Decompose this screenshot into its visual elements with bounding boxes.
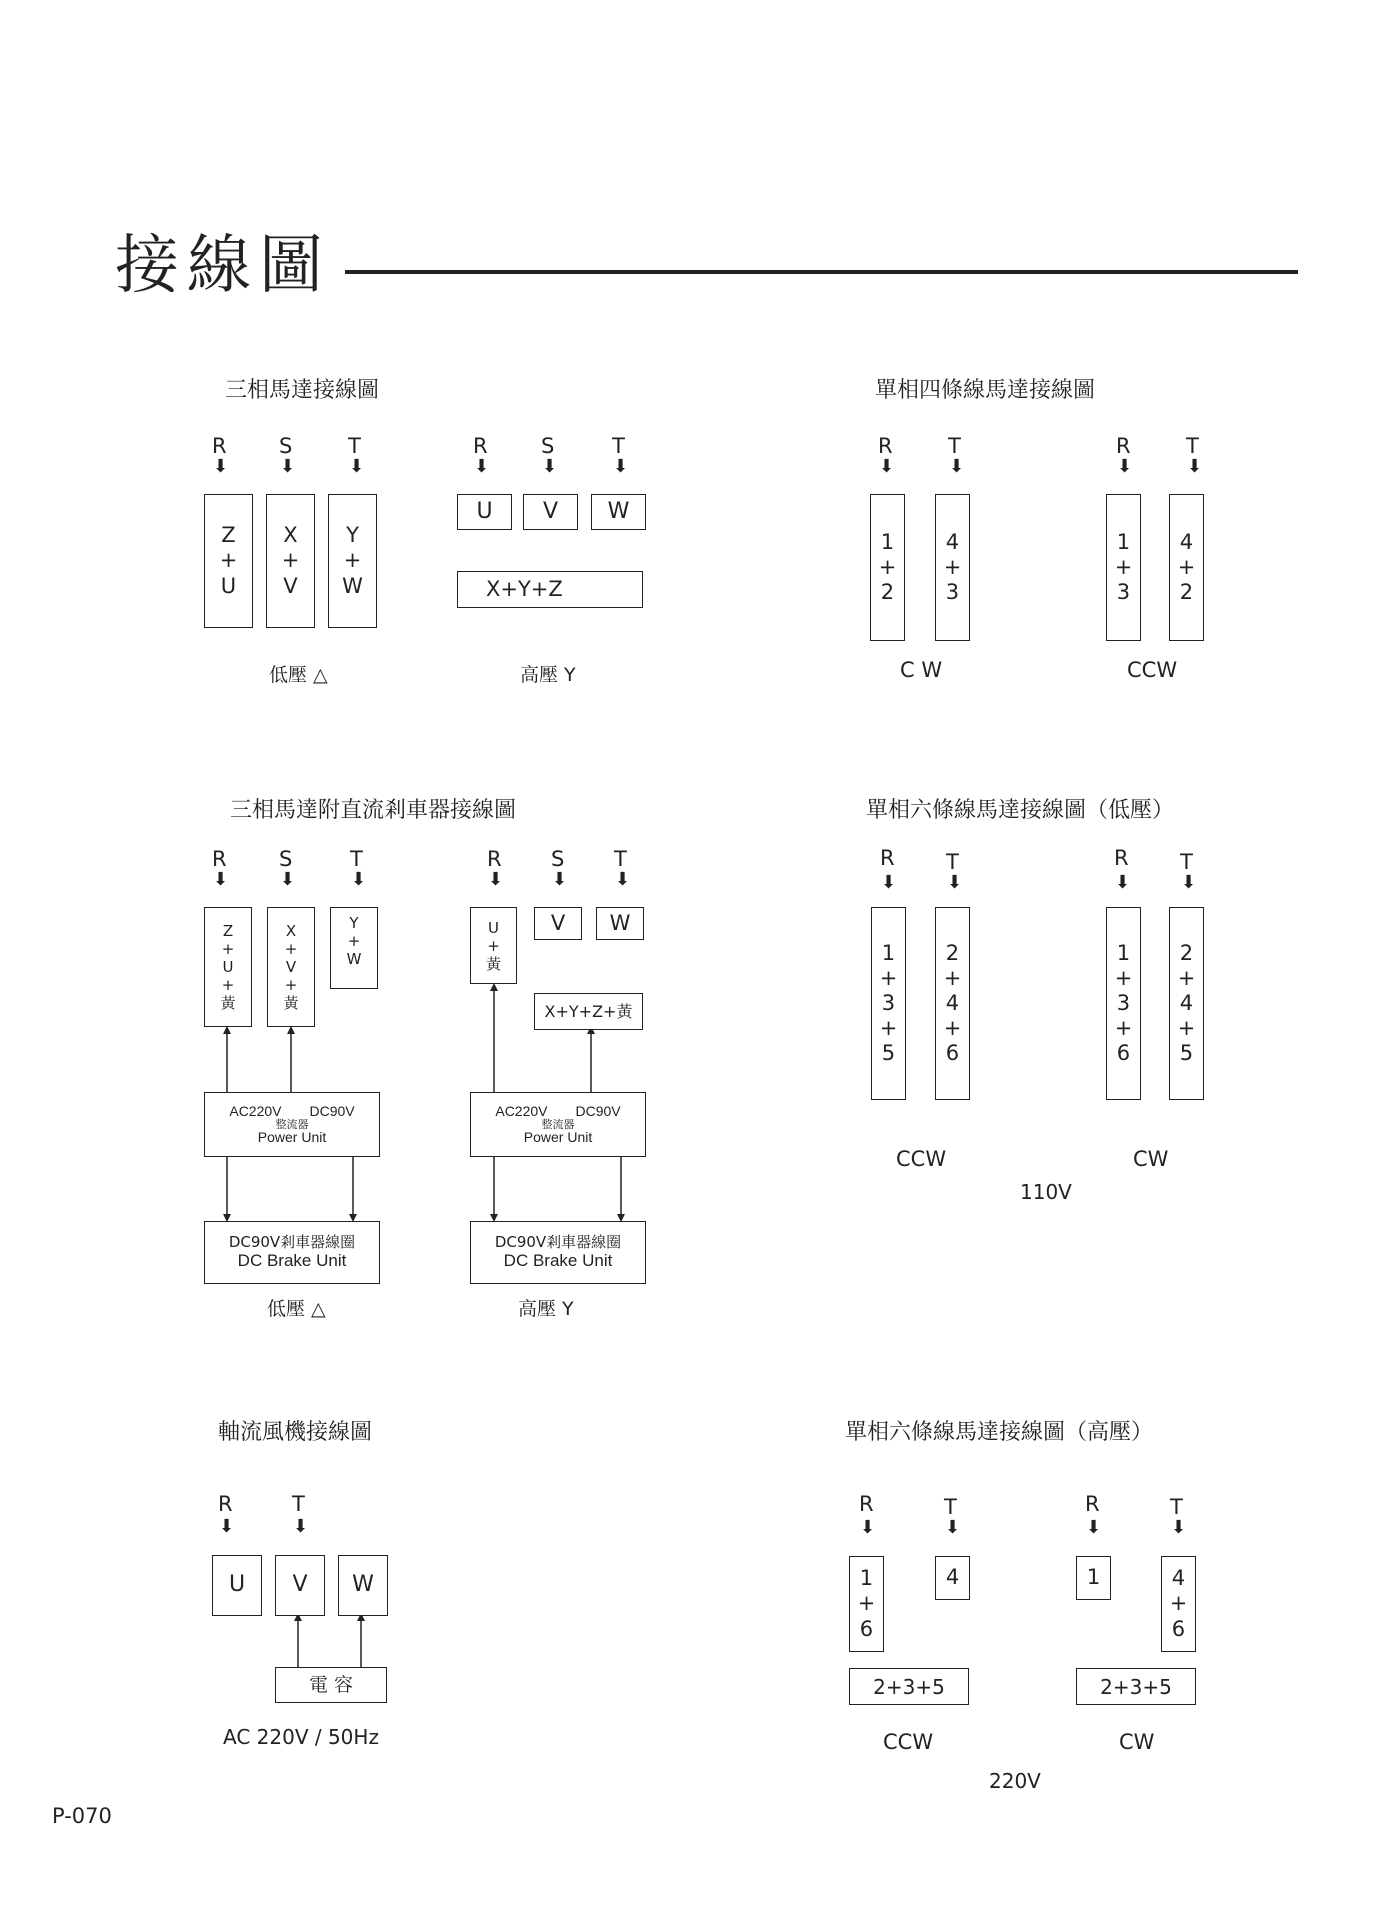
terminal-label-t: T	[1180, 850, 1193, 874]
caption-high-voltage: 高壓 Y	[518, 1298, 574, 1320]
down-arrow-icon: ⬇	[613, 456, 629, 477]
brake-unit-box	[470, 1221, 646, 1284]
single-four-title: 單相四條線馬達接線圖	[875, 378, 1096, 403]
rectifier-label: 整流器	[275, 1117, 309, 1131]
caption-cw: C W	[900, 658, 943, 682]
down-arrow-icon: ⬇	[351, 869, 367, 890]
terminal-label-t: T	[612, 434, 625, 458]
terminal-box: V	[534, 907, 582, 940]
down-arrow-icon: ⬇	[280, 456, 296, 477]
terminal-label-r: R	[212, 847, 227, 871]
down-arrow-icon: ⬇	[213, 869, 229, 890]
terminal-box: W	[596, 907, 644, 940]
power-unit-label: Power Unit	[523, 1129, 593, 1146]
voltage-label: 220V	[989, 1769, 1041, 1793]
down-arrow-icon: ⬇	[488, 869, 504, 890]
down-arrow-icon: ⬇	[947, 872, 963, 893]
caption-ccw: CCW	[883, 1730, 934, 1754]
terminal-box: Z + U + 黃	[204, 907, 252, 1027]
terminal-box: 1 + 3	[1106, 494, 1141, 641]
terminal-box: U + 黃	[470, 907, 517, 984]
brake-unit-box	[204, 1221, 380, 1284]
caption-ccw: CCW	[1127, 658, 1178, 682]
terminal-label-r: R	[1085, 1492, 1100, 1516]
bridge-bar: X+Y+Z	[457, 571, 643, 608]
terminal-box: 1 + 3 + 6	[1106, 907, 1141, 1100]
terminal-label-r: R	[1114, 846, 1129, 870]
terminal-box: V	[523, 494, 578, 530]
down-arrow-icon: ⬇	[945, 1517, 961, 1538]
down-arrow-icon: ⬇	[552, 869, 568, 890]
brake-title: 三相馬達附直流剎車器接線圖	[230, 798, 517, 823]
page-title: 接線圖	[115, 229, 331, 303]
down-arrow-icon: ⬇	[949, 456, 965, 477]
terminal-box: Y + W	[328, 494, 377, 628]
down-arrow-icon: ⬇	[615, 869, 631, 890]
down-arrow-icon: ⬇	[1117, 456, 1133, 477]
terminal-box: 4 + 6	[1161, 1556, 1196, 1652]
down-arrow-icon: ⬇	[1086, 1517, 1102, 1538]
terminal-label-s: S	[279, 434, 293, 458]
single-six-low-title: 單相六條線馬達接線圖（低壓）	[866, 798, 1175, 823]
bridge-bar: 2+3+5	[1076, 1668, 1196, 1705]
terminal-box: W	[338, 1555, 388, 1616]
terminal-label-r: R	[212, 434, 227, 458]
terminal-box: X + V + 黃	[267, 907, 315, 1027]
terminal-label-s: S	[541, 434, 555, 458]
terminal-box: 4 + 3	[935, 494, 970, 641]
down-arrow-icon: ⬇	[881, 872, 897, 893]
down-arrow-icon: ⬇	[1187, 456, 1203, 477]
down-arrow-icon: ⬇	[1171, 1517, 1187, 1538]
down-arrow-icon: ⬇	[860, 1517, 876, 1538]
terminal-label-r: R	[859, 1492, 874, 1516]
brake-coil-label: DC90V剎車器線圈	[228, 1233, 356, 1252]
terminal-label-s: S	[279, 847, 293, 871]
down-arrow-icon: ⬇	[542, 456, 558, 477]
terminal-label-t: T	[348, 434, 361, 458]
power-unit-voltage-label: AC220V DC90V	[229, 1103, 355, 1120]
brake-unit-label: DC Brake Unit	[237, 1251, 347, 1271]
terminal-label-t: T	[1186, 434, 1199, 458]
caption-high-voltage: 高壓 Y	[520, 664, 576, 686]
terminal-box: V	[275, 1555, 325, 1616]
single-six-high-title: 單相六條線馬達接線圖（高壓）	[845, 1420, 1154, 1445]
power-supply-label: AC 220V / 50Hz	[223, 1725, 379, 1749]
caption-ccw: CCW	[896, 1147, 947, 1171]
voltage-label: 110V	[1020, 1180, 1072, 1204]
bridge-bar: 2+3+5	[849, 1668, 969, 1705]
power-unit-voltage-label: AC220V DC90V	[495, 1103, 621, 1120]
power-unit-box	[204, 1092, 380, 1157]
caption-cw: CW	[1119, 1730, 1155, 1754]
bridge-bar: X+Y+Z+黃	[534, 993, 643, 1030]
terminal-label-r: R	[878, 434, 893, 458]
down-arrow-icon: ⬇	[280, 869, 296, 890]
terminal-label-t: T	[946, 850, 959, 874]
terminal-label-r: R	[1116, 434, 1131, 458]
terminal-box: 1 + 6	[849, 1556, 884, 1652]
brake-unit-label: DC Brake Unit	[503, 1251, 613, 1271]
down-arrow-icon: ⬇	[1181, 872, 1197, 893]
axial-fan-title: 軸流風機接線圖	[218, 1420, 373, 1445]
three-phase-title: 三相馬達接線圖	[225, 378, 380, 403]
terminal-label-t: T	[944, 1495, 957, 1519]
terminal-box: X + V	[266, 494, 315, 628]
terminal-box: 4 + 2	[1169, 494, 1204, 641]
terminal-label-t: T	[1170, 1495, 1183, 1519]
terminal-box: Z + U	[204, 494, 253, 628]
terminal-box: 1 + 2	[870, 494, 905, 641]
down-arrow-icon: ⬇	[879, 456, 895, 477]
down-arrow-icon: ⬇	[293, 1516, 309, 1537]
power-unit-label: Power Unit	[257, 1129, 327, 1146]
down-arrow-icon: ⬇	[1115, 872, 1131, 893]
rectifier-label: 整流器	[541, 1117, 575, 1131]
terminal-label-r: R	[487, 847, 502, 871]
down-arrow-icon: ⬇	[219, 1516, 235, 1537]
terminal-box: W	[591, 494, 646, 530]
terminal-box: 1 + 3 + 5	[871, 907, 906, 1100]
caption-cw: CW	[1133, 1147, 1169, 1171]
terminal-box: 2 + 4 + 5	[1169, 907, 1204, 1100]
terminal-label-r: R	[473, 434, 488, 458]
terminal-label-t: T	[292, 1492, 305, 1516]
terminal-label-t: T	[614, 847, 627, 871]
terminal-box: 1	[1076, 1556, 1111, 1600]
terminal-label-t: T	[948, 434, 961, 458]
terminal-box: U	[212, 1555, 262, 1616]
terminal-box: 4	[935, 1556, 970, 1600]
capacitor-box: 電 容	[275, 1667, 387, 1703]
terminal-box: 2 + 4 + 6	[935, 907, 970, 1100]
terminal-label-t: T	[350, 847, 363, 871]
power-unit-box	[470, 1092, 646, 1157]
down-arrow-icon: ⬇	[213, 456, 229, 477]
terminal-box: U	[457, 494, 512, 530]
page-number: P-070	[52, 1804, 112, 1828]
terminal-box: Y + W	[330, 907, 378, 989]
terminal-label-r: R	[218, 1492, 233, 1516]
terminal-label-r: R	[880, 846, 895, 870]
terminal-label-s: S	[551, 847, 565, 871]
caption-low-voltage: 低壓 △	[267, 1298, 326, 1320]
down-arrow-icon: ⬇	[474, 456, 490, 477]
down-arrow-icon: ⬇	[349, 456, 365, 477]
brake-coil-label: DC90V剎車器線圈	[494, 1233, 622, 1252]
caption-low-voltage: 低壓 △	[269, 664, 328, 686]
